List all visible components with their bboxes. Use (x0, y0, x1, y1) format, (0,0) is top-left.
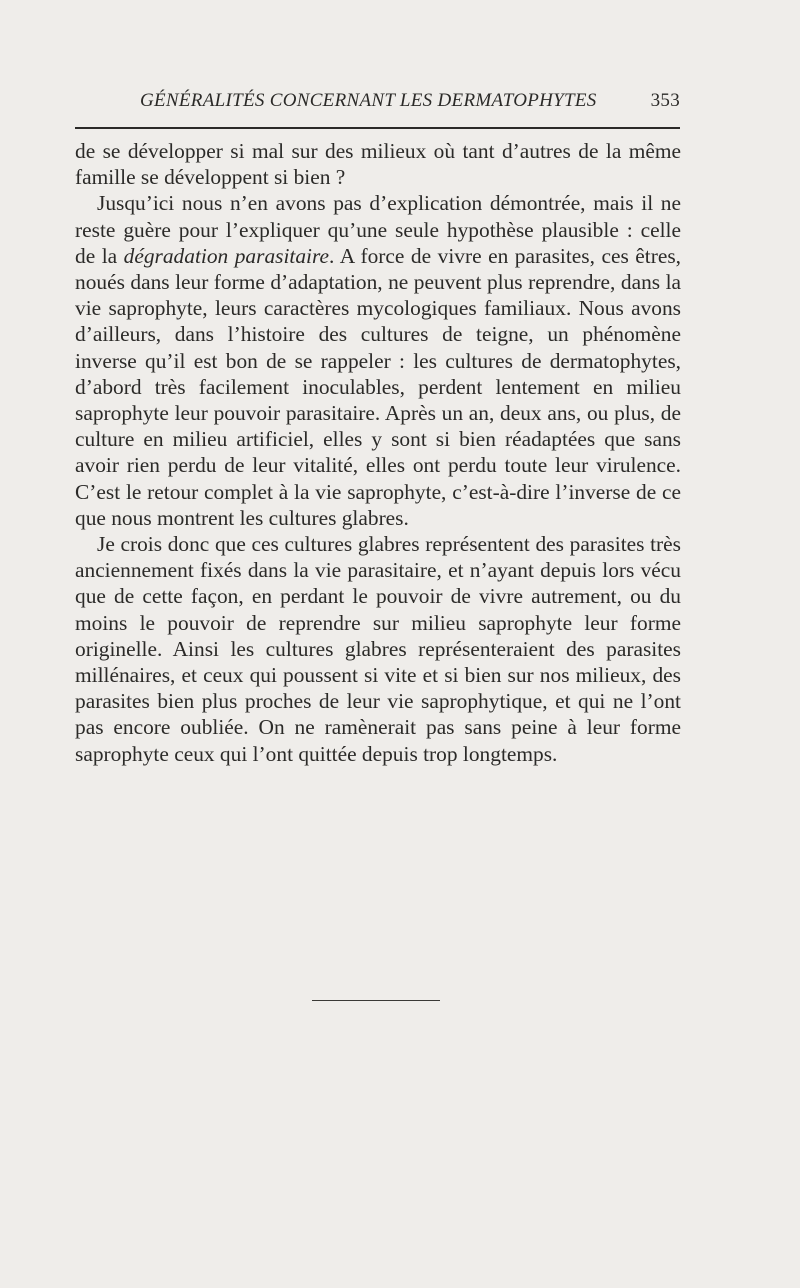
page-header (140, 90, 680, 116)
body-text (75, 138, 681, 767)
paragraph-2-end: . A force de vivre en parasites, ces êtres, noués dans leur forme d’adaptation, ne peuvent plus reprendre, dans la vie saprophyte, leurs caractères mycologiques familiaux. Nous avons d’ailleurs, dans l’histoire des cultures de teigne, un phénomène inverse qu’il est bon de se rappeler : les cultures de dermatophytes, d’abord très facilement inoculables, perdent lentement en milieu saprophyte leur pouvoir parasitaire. Après un an, deux ans, ou plus, de culture en milieu artificiel, elles y sont si bien réadaptées que sans avoir rien perdu de leur vitalité, elles ont perdu toute leur virulence. C’est le retour complet à la vie saprophyte, c’est-à-dire l’inverse de ce que nous montrent les cultures glabres. (75, 243, 682, 530)
header-rule (75, 127, 680, 129)
paragraph-3: Je crois donc que ces cultures glabres représentent des parasites très anciennement fixés dans la vie parasitaire, et n’ayant depuis lors vécu que de cette façon, en perdant le pouvoir de vivre autrement, ou du moins le pouvoir de reprendre sur milieu saprophyte leur forme originelle. Ainsi les cultures glabres représenteraient des parasites millénaires, et ceux qui poussent si vite et si bien sur nos milieux, des parasites bien plus proches de leur vie saprophytique, et qui ne l’ont pas encore oubliée. On ne ramènerait pas sans peine à leur forme saprophyte ceux qui l’ont quittée depuis trop longtemps. (75, 532, 681, 766)
emphasized-term: dégradation parasitaire (123, 243, 330, 268)
page-number: 353 (650, 90, 680, 111)
end-rule (312, 1000, 440, 1001)
paragraph-1: de se développer si mal sur des milieux où tant d’autres de la même famille se développent si bien ? (75, 139, 681, 190)
paragraph-2-start: Jusqu’ici nous n’en avons pas d’explication démontrée, mais il ne reste guère pour l’expliquer qu’une seule hypothèse plausible : celle de la (75, 191, 681, 268)
paragraph-2 (75, 190, 681, 531)
running-head: GÉNÉRALITÉS CONCERNANT LES DERMATOPHYTES (140, 90, 597, 111)
